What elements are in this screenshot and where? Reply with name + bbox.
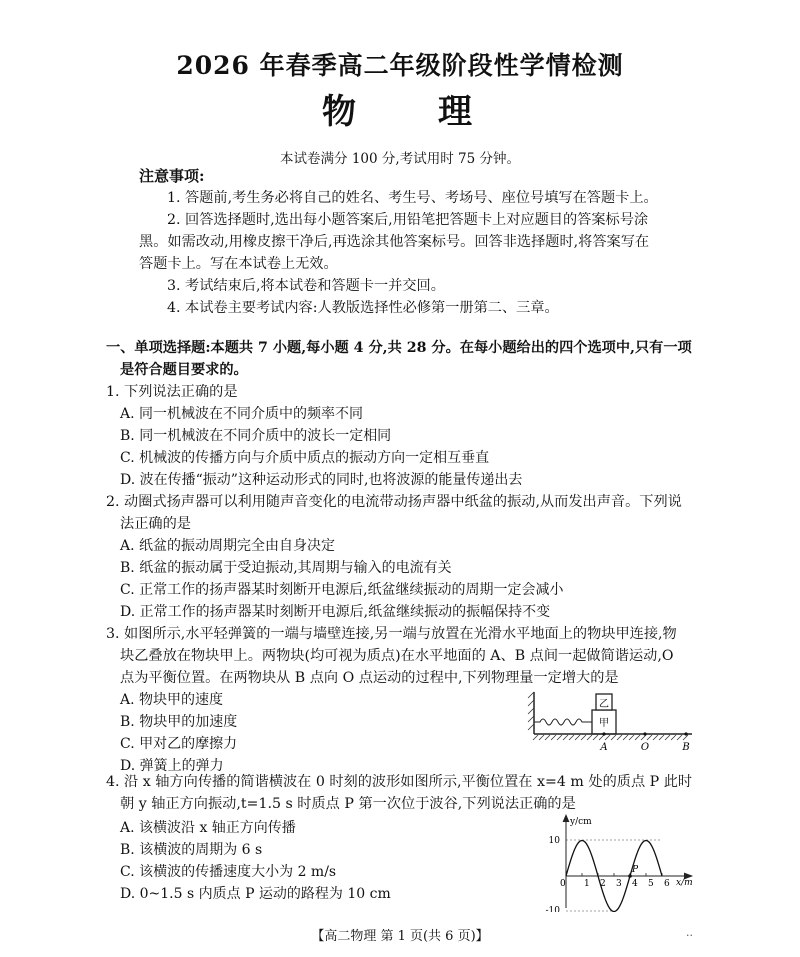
y-axis-arrow	[563, 815, 569, 822]
block-top-label: 乙	[599, 699, 609, 710]
option-c: C. 甲对乙的摩擦力	[120, 736, 238, 752]
option-d: D. 波在传播“振动”这种运动形式的同时,也将波源的能量传递出去	[120, 472, 523, 488]
x-tick-label: 4	[632, 879, 638, 889]
x-tick-label: 5	[648, 879, 654, 889]
y-tick-label: -10	[545, 906, 560, 912]
x-ticks	[560, 873, 670, 889]
option-d: D. 0~1.5 s 内质点 P 运动的路程为 10 cm	[120, 886, 391, 902]
notice-line: 黑。如需改动,用橡皮擦干净后,再选涂其他答案标号。回答非选择题时,将答案写在	[139, 234, 650, 250]
option-d: D. 正常工作的扬声器某时刻断开电源后,纸盆继续振动的振幅保持不变	[120, 604, 551, 620]
wall-hatch	[528, 692, 534, 730]
block-bottom-label: 甲	[599, 718, 609, 729]
notice-heading: 注意事项:	[139, 167, 205, 185]
question-stem: 2. 动圈式扬声器可以利用随声音变化的电流带动扬声器中纸盆的振动,从而发出声音。下列说	[106, 494, 682, 510]
notice-line: 1. 答题前,考生务必将自己的姓名、考生号、考场号、座位号填写在答题卡上。	[167, 190, 658, 206]
option-a: A. 同一机械波在不同介质中的频率不同	[120, 406, 364, 422]
x-tick-label: 2	[600, 879, 606, 889]
subject-char-2: 理	[438, 92, 478, 132]
y-tick-label: 10	[548, 836, 560, 846]
x-tick-label: 0	[560, 879, 566, 889]
corner-mark: ··	[686, 929, 693, 942]
question-stem-cont: 块乙叠放在物块甲上。两物块(均可视为质点)在水平地面的 A、B 点间一起做简谐运动,O	[120, 648, 674, 664]
question-stem: 1. 下列说法正确的是	[106, 384, 238, 400]
notice-line: 3. 考试结束后,将本试卷和答题卡一并交回。	[167, 278, 445, 294]
point-a-label: A	[600, 742, 608, 752]
y-axis-label: y/cm	[570, 817, 592, 827]
notice-line: 4. 本试卷主要考试内容:人教版选择性必修第一册第二、三章。	[167, 300, 559, 316]
subject-title	[0, 84, 800, 133]
point-o-mark	[643, 732, 646, 735]
x-tick-label: 6	[664, 879, 670, 889]
point-o-label: O	[640, 742, 650, 752]
page-footer: 【高二物理 第 1 页(共 6 页)】	[311, 929, 489, 944]
option-c: C. 正常工作的扬声器某时刻断开电源后,纸盆继续振动的周期一定会减小	[120, 582, 564, 598]
option-b: B. 纸盆的振动属于受迫振动,其周期与输入的电流有关	[120, 560, 452, 576]
question-stem: 4. 沿 x 轴方向传播的简谐横波在 0 时刻的波形如图所示,平衡位置在 x=4 m 处的质点 P 此时	[106, 774, 693, 790]
point-b-mark	[684, 732, 687, 735]
point-a-mark	[602, 732, 605, 735]
spring-block-figure	[520, 690, 700, 752]
notice-line: 2. 回答选择题时,选出每小题答案后,用铅笔把答题卡上对应题目的答案标号涂	[167, 212, 649, 228]
spring	[534, 719, 592, 725]
option-a: A. 物块甲的速度	[120, 692, 224, 708]
x-tick-label: 3	[616, 879, 622, 889]
notice-line: 答题卡上。写在本试卷上无效。	[139, 256, 338, 272]
wave-graph	[530, 812, 700, 912]
option-b: B. 同一机械波在不同介质中的波长一定相同	[120, 428, 392, 444]
section-heading-cont: 是符合题目要求的。	[120, 362, 248, 378]
section-heading: 一、单项选择题:本题共 7 小题,每小题 4 分,共 28 分。在每小题给出的四个选项中,只有一项	[106, 340, 692, 356]
question-stem-cont: 朝 y 轴正方向振动,t=1.5 s 时质点 P 第一次位于波谷,下列说法正确的是	[120, 796, 576, 812]
subject-char-1: 物	[322, 92, 362, 132]
option-b: B. 该横波的周期为 6 s	[120, 842, 263, 858]
question-stem-cont: 点为平衡位置。在两物块从 B 点向 O 点运动的过程中,下列物理量一定增大的是	[120, 670, 619, 686]
x-tick-label: 1	[584, 879, 590, 889]
option-d: D. 弹簧上的弹力	[120, 758, 224, 774]
option-a: A. 该横波沿 x 轴正方向传播	[120, 820, 296, 836]
option-b: B. 物块甲的加速度	[120, 714, 238, 730]
full-marks-line: 本试卷满分 100 分,考试用时 75 分钟。	[280, 151, 520, 167]
x-axis-label: x/m	[676, 878, 693, 888]
point-p-label: P	[632, 865, 639, 875]
ground-hatch	[533, 735, 688, 740]
exam-title: 2026 年春季高二年级阶段性学情检测	[176, 51, 624, 80]
question-stem: 3. 如图所示,水平轻弹簧的一端与墙壁连接,另一端与放置在光滑水平地面上的物块甲连接,物	[106, 626, 677, 642]
option-a: A. 纸盆的振动周期完全由自身决定	[120, 538, 336, 554]
point-b-label: B	[682, 742, 690, 752]
option-c: C. 该横波的传播速度大小为 2 m/s	[120, 864, 337, 880]
option-c: C. 机械波的传播方向与介质中质点的振动方向一定相互垂直	[120, 450, 490, 466]
question-stem-cont: 法正确的是	[120, 516, 191, 532]
